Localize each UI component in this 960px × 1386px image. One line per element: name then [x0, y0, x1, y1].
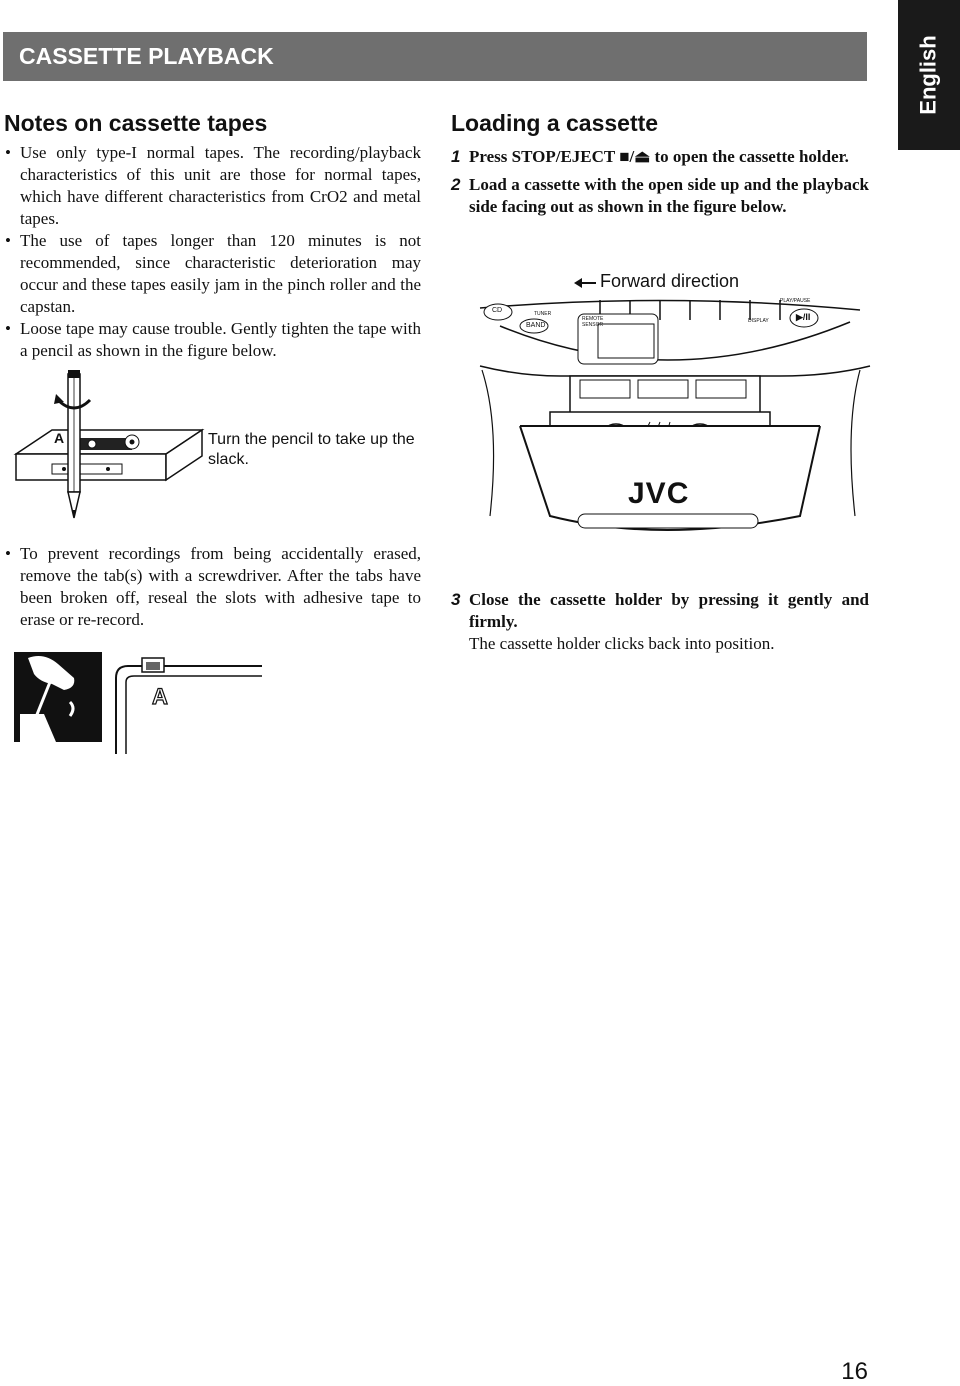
step-item	[451, 174, 869, 218]
step-text: Close the cassette holder by pressing it gently and firmly.	[469, 590, 869, 631]
language-tab	[898, 0, 960, 150]
page-header	[3, 32, 867, 81]
cassette-tab-illustration	[112, 654, 262, 754]
brand-logo: JVC	[628, 477, 690, 510]
step-text: Load a cassette with the open side up and the playback side facing out as shown in the figure below.	[469, 175, 869, 216]
loading-steps	[451, 146, 869, 224]
boombox-illustration	[460, 296, 880, 566]
language-label: English	[916, 35, 942, 115]
pencil-cassette-illustration	[12, 370, 212, 530]
notes-title: Notes on cassette tapes	[4, 110, 268, 136]
forward-direction-label: Forward direction	[600, 271, 740, 291]
loading-title: Loading a cassette	[451, 110, 659, 136]
page-number: 16	[841, 1358, 868, 1385]
tab-removal-list	[3, 543, 421, 631]
loading-step-3	[451, 589, 869, 661]
step-note: The cassette holder clicks back into position.	[469, 634, 775, 653]
step-item	[451, 589, 869, 655]
step-number: 2	[451, 175, 461, 194]
tab-side-letter: A	[152, 684, 168, 709]
pencil-caption: Turn the pencil to take up the slack.	[208, 431, 415, 468]
screwdriver-illustration	[14, 652, 102, 742]
band-button-label: BAND	[526, 322, 546, 329]
list-item: • The use of tapes longer than 120 minutes is not recommended, since characteristic deterioration may occur and these tapes easily jam in the pinch roller and the capstan.	[3, 230, 421, 318]
step-text: Press STOP/EJECT ■/⏏ to open the cassette holder.	[469, 147, 849, 166]
arrow-left-icon	[574, 277, 596, 289]
cd-button-label: CD	[492, 307, 503, 314]
step-number: 1	[451, 147, 461, 166]
play-pause-label: PLAY/PAUSE	[780, 298, 811, 304]
notes-list	[3, 142, 421, 362]
cassette-side-letter: A	[54, 430, 65, 446]
tuner-label: TUNER	[534, 311, 552, 317]
list-item: • Loose tape may cause trouble. Gently tighten the tape with a pencil as shown in the figure below.	[3, 318, 421, 362]
list-item: • To prevent recordings from being accidentally erased, remove the tab(s) with a screwdriver. After the tabs have been broken off, reseal the slots with adhesive tape to erase or re-record.	[3, 543, 421, 631]
remote-sensor-label: REMOTE SENSOR	[582, 316, 604, 328]
list-item: • Use only type-I normal tapes. The recording/playback characteristics of this unit are those for normal tapes, which have different characteristics from CrO2 and metal tapes.	[3, 142, 421, 230]
play-pause-symbol: ▶/II	[796, 312, 811, 322]
step-number: 3	[451, 590, 461, 609]
step-item	[451, 146, 869, 168]
page-title: CASSETTE PLAYBACK	[19, 43, 274, 69]
display-label: DISPLAY	[748, 318, 769, 324]
